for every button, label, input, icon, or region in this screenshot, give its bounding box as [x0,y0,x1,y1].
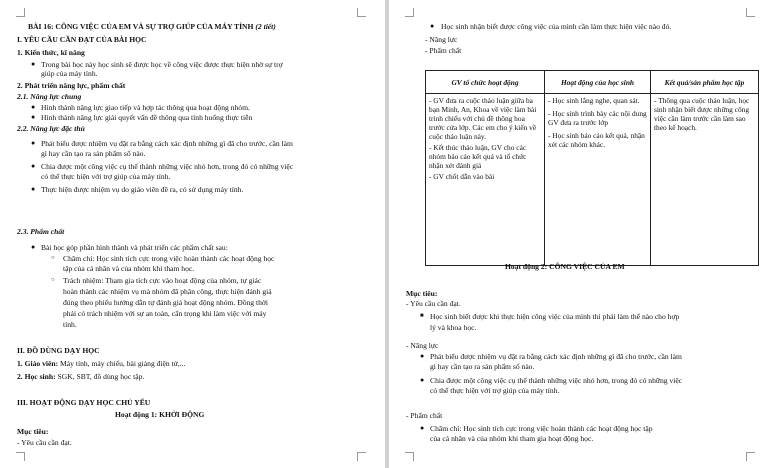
bullet-dot: ● [420,352,425,360]
crop-mark [16,8,25,17]
activity-heading: Hoạt động 1: KHỞI ĐỘNG [115,410,205,419]
text-line: - Năng lực [425,35,458,44]
text-line: đúng theo phiếu hướng dẫn tự đánh giá hoạt động nhóm. Đồng thời [63,298,269,307]
text-line: Chăm chỉ: Học sinh tích cực trong việc hoàn thành các hoạt động học tập [430,424,653,433]
text-line: Bài học góp phần hình thành và phát triển các phẩm chất sau: [41,243,228,252]
section-heading: II. ĐỒ DÙNG DẠY HỌC [17,346,100,355]
table-header-cell: Hoạt động của học sinh [545,71,651,94]
text-line: - Phẩm chất [425,46,462,55]
text-line: 1. Giáo viên: Máy tính, máy chiếu, bài giảng điện tử,... [17,359,186,368]
text-line: hoàn thành các nhiệm vụ mà nhóm đã phân công, thực hiện đánh giá [63,287,272,296]
bullet-dot: ● [31,162,36,170]
text-line: Trách nhiệm: Tham gia tích cực vào hoạt động của nhóm, tự giác [63,276,262,285]
bullet-dot: ● [430,22,435,30]
text-line: - Năng lực [406,341,439,350]
text-line: Hình thành năng lực giao tiếp và hợp tác thông qua hoạt động nhóm. [41,103,250,112]
text-line: 2. Học sinh: SGK, SBT, đồ dùng học tập. [17,372,145,381]
table-cell: - Thông qua cuộc thảo luận, học sinh nhận biết được những công việc cần làm trước cần làm sao theo kế hoạch. [651,94,759,266]
text-line: - Yêu cầu cần đạt. [17,438,72,447]
bullet-dot: ● [31,243,36,251]
bullet-dot: ● [31,139,36,147]
crop-mark [357,8,366,17]
crop-mark [16,452,25,461]
crop-mark [357,452,366,461]
square-bullet: ■ [420,313,424,319]
text-line: Mục tiêu: [17,427,49,436]
text-line: tính. [63,320,77,329]
text-line: Thực hiện được nhiệm vụ do giáo viên đề ra, có sử dụng máy tính. [41,185,244,194]
text-line: Mục tiêu: [406,289,438,298]
text-line: có thể thực hiện với trợ giúp của máy tính. [430,386,560,395]
subsection-heading: 2. Phát triển năng lực, phẩm chất [17,81,126,90]
text-line: gì hay cần tạo ra sản phẩm số nào. [41,149,146,158]
bullet-dot: ● [31,60,36,68]
text-line: Chia được một công việc cụ thể thành những việc nhỏ hơn, trong đó có những việc [41,162,294,171]
activity-table [425,70,759,266]
text-line: phải có trách nhiệm với sự an toàn, cẩn trọng khi làm việc với máy [63,309,267,318]
crop-mark [746,452,755,461]
section-heading: III. HOẠT ĐỘNG DẠY HỌC CHỦ YẾU [17,398,151,407]
table-cell: - GV đưa ra cuộc thảo luận giữa ba bạn Minh, An, Khoa về việc làm bài trình chiếu với chủ đề thông hoa trước cửa lớp. Các em cho ý kiến về cuộc thảo luận này. - Kết thúc thảo luận, GV cho các nhóm báo cáo kết quả và tổ chức nhận xét đánh giá - GV chốt dẫn vào bài [426,94,545,266]
text-line: có thể thực hiện với trợ giúp của máy tính. [41,172,171,181]
text-line: Chăm chỉ: Học sinh tích cực trong việc hoàn thành các hoạt động học [63,254,275,263]
document-page-right [389,0,774,468]
subsection-heading: 2.3. Phẩm chất [17,227,65,236]
subsection-heading: 1. Kiến thức, kĩ năng [17,48,85,57]
text-line: - Yêu cầu cần đạt. [406,299,461,308]
text-line: Chia được một công việc cụ thể thành những việc nhỏ hơn, trong đó có những việc [430,376,683,385]
table-header-cell: Kết quả/sản phẩm học tập [651,71,759,94]
section-heading: I. YÊU CẦU CẦN ĐẠT CỦA BÀI HỌC [17,35,147,44]
text-line: Phát biểu được nhiệm vụ đặt ra bằng cách xác định những gì đã cho trước, cần làm [41,139,293,148]
text-line: của cá nhân và của nhóm khi tham gia hoạt động học. [430,434,594,443]
crop-mark [405,452,414,461]
subsection-heading: 2.2. Năng lực đặc thù [17,124,85,133]
table-header-cell: GV tổ chức hoạt động [426,71,545,94]
bullet-dot: ● [31,185,36,193]
table-cell: - Học sinh lắng nghe, quan sát. - Học sinh trình bày các nội dung GV đưa ra trước lớp - Học sinh báo cáo kết quả, nhận xét các nhóm khác. [545,94,651,266]
circle-bullet: ○ [51,255,55,261]
text-line: tập của cá nhân và của nhóm khi tham học. [63,264,195,273]
table-header-row [426,71,759,94]
text-line: giúp của máy tính. [41,69,98,78]
text-line: gì hay cần tạo ra sản phẩm số nào. [430,362,535,371]
lesson-title: BÀI 16: CÔNG VIỆC CỦA EM VÀ SỰ TRỢ GIÚP CỦA MÁY TÍNH (2 tiết) [28,22,276,31]
bullet-dot: ● [31,113,36,121]
subsection-heading: 2.1. Năng lực chung [17,92,82,101]
text-line: lý và khoa học. [430,323,477,332]
bullet-dot: ● [420,424,425,432]
text-line: Học sinh nhận biết được công việc của mình cần làm thực hiện việc nào đó. [441,22,672,31]
text-line: Học sinh biết được khi thực hiện công việc của mình thì phải làm thế nào cho hợp [430,312,680,321]
table-row [426,94,759,266]
text-line: Trong bài học này học sinh sẽ được học về công việc được thực hiện nhờ sự trợ [41,60,283,69]
bullet-dot: ● [31,103,36,111]
crop-mark [405,8,414,17]
document-page-left [0,0,385,468]
text-line: Hình thành năng lực giải quyết vấn đề thông qua tình huống thực tiễn [41,113,253,122]
activity-heading: Hoạt động 2: CÔNG VIỆC CỦA EM [505,262,625,271]
crop-mark [746,8,755,17]
circle-bullet: ○ [51,277,55,283]
bullet-dot: ● [420,376,425,384]
text-line: Phát biểu được nhiệm vụ đặt ra bằng cách xác định những gì đã cho trước, cần làm [430,352,682,361]
text-line: - Phẩm chất [406,411,443,420]
